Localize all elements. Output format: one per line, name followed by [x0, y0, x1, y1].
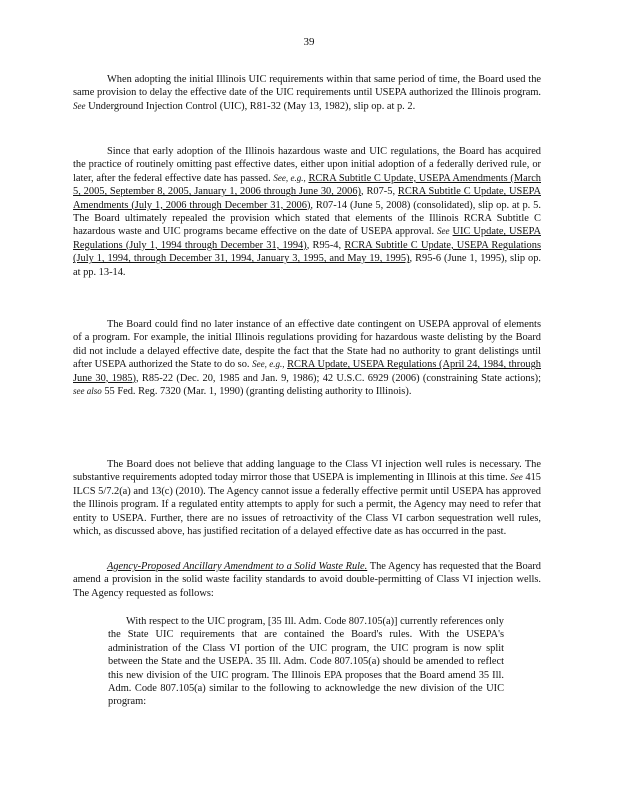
text-run: , R85-22 (Dec. 20, 1985 and Jan. 9, 1986); 42 U.S.C. 6929 (2006) (constraining State actions);	[135, 372, 541, 384]
citation-signal: see also	[73, 386, 102, 397]
citation-signal: See, e.g.,	[252, 359, 285, 370]
text-run: Underground Injection Control (UIC), R81-32 (May 13, 1982), slip op. at p. 2.	[85, 100, 416, 112]
paragraph-3	[73, 318, 541, 398]
paragraph-1	[73, 73, 541, 113]
text-run: , R95-6 (June 1, 1995), slip op. at pp. 13-14.	[73, 253, 541, 278]
paragraph-4	[73, 458, 541, 538]
case-citation: UIC Update, USEPA Regulations (July 1, 1994 through December 31, 1994)	[73, 226, 541, 251]
case-citation: RCRA Subtitle C Update, USEPA Amendments (July 1, 2006 through December 31, 2006)	[73, 186, 541, 211]
paragraph-text	[108, 615, 504, 709]
text-run: 415 ILCS 5/7.2(a) and 13(c) (2010). The Agency cannot issue a federally effective permit until USEPA has approved the Illinois program. If a regulated entity attempts to apply for such a permit, the Agency may need to refer that entity to USEPA. Further, there are no issues of retroactivity of the Class VI carbon sequestration well rules, which, as discussed above, has justified recitation of a delayed effective date as has occurred in the past.	[73, 472, 541, 538]
text-run: The Board does not believe that adding language to the Class VI injection well rules is necessary. The substantive requirements adopted today mirror those that USEPA is implementing in Illinois at this time.	[73, 459, 541, 484]
paragraph-text	[73, 145, 541, 279]
citation-signal: See	[510, 472, 523, 483]
paragraph-text	[73, 318, 541, 398]
text-run: Since that early adoption of the Illinois hazardous waste and UIC regulations, the Board has acquired the practice of routinely omitting past effective dates, either upon initial adoption of a federally derived rule, or later, after the federal effective date has passed.	[73, 146, 541, 184]
block-quote	[108, 615, 504, 709]
section-heading: Agency-Proposed Ancillary Amendment to a Solid Waste Rule.	[107, 561, 368, 572]
text-run: The Board could find no later instance of an effective date contingent on USEPA approval of elements of a program. For example, the initial Illinois regulations providing for hazardous waste delisting by the Board did not include a delayed effective date, despite the fact that the State had no authority to grant delistings until after USEPA authorized the State to do so.	[73, 319, 541, 371]
text-run: , R07-14 (June 5, 2008) (consolidated), slip op. at p. 5. The Board ultimately repealed the provision which stated that elements of the Illinois RCRA Subtitle C hazardous waste and UIC programs became effective on the date of USEPA approval.	[73, 199, 541, 238]
text-run: When adopting the initial Illinois UIC requirements within that same period of time, the Board used the same provision to delay the effective date of the UIC requirements until USEPA authorized the Illinois program.	[73, 74, 541, 99]
text-run: , R95-4,	[306, 239, 345, 251]
text-run: 55 Fed. Reg. 7320 (Mar. 1, 1990) (granting delisting authority to Illinois).	[101, 386, 412, 398]
paragraph-text	[73, 458, 541, 538]
case-citation: RCRA Update, USEPA Regulations (April 24, 1984, through June 30, 1985)	[73, 359, 541, 384]
paragraph-2	[73, 145, 541, 279]
citation-signal: See, e.g.,	[273, 172, 306, 183]
text-run: With respect to the UIC program, [35 Ill. Adm. Code 807.105(a)] currently references only the State UIC requirements that are contained the Board's rules. With the USEPA's administration of the Class VI portion of the UIC program, the UIC program is now split between the State and the USEPA. 35 Ill. Adm. Code 807.105(a) should be amended to reflect this new division of the UIC program. The Illinois EPA proposes that the Board amend 35 Ill. Adm. Code 807.105(a) similar to the following to acknowledge the new division of the UIC program:	[108, 616, 504, 708]
case-citation: RCRA Subtitle C Update, USEPA Amendments (March 5, 2005, September 8, 2005, January 1, 2006 through June 30, 2006)	[73, 172, 542, 198]
citation-signal: See	[437, 226, 450, 237]
citation-signal: See	[73, 100, 86, 111]
case-citation: RCRA Subtitle C Update, USEPA Regulations (July 1, 1994, through December 31, 1994, January 3, 1995, and May 19, 1995)	[73, 239, 541, 265]
paragraph-5	[73, 560, 541, 600]
paragraph-text	[73, 560, 541, 600]
page-number: 39	[303, 36, 315, 48]
text-run: The Agency has requested that the Board amend a provision in the solid waste facility standards to avoid double-permitting of Class VI injection wells. The Agency requested as follows:	[73, 561, 541, 599]
text-run: , R07-5,	[360, 186, 398, 198]
paragraph-text	[73, 73, 541, 113]
